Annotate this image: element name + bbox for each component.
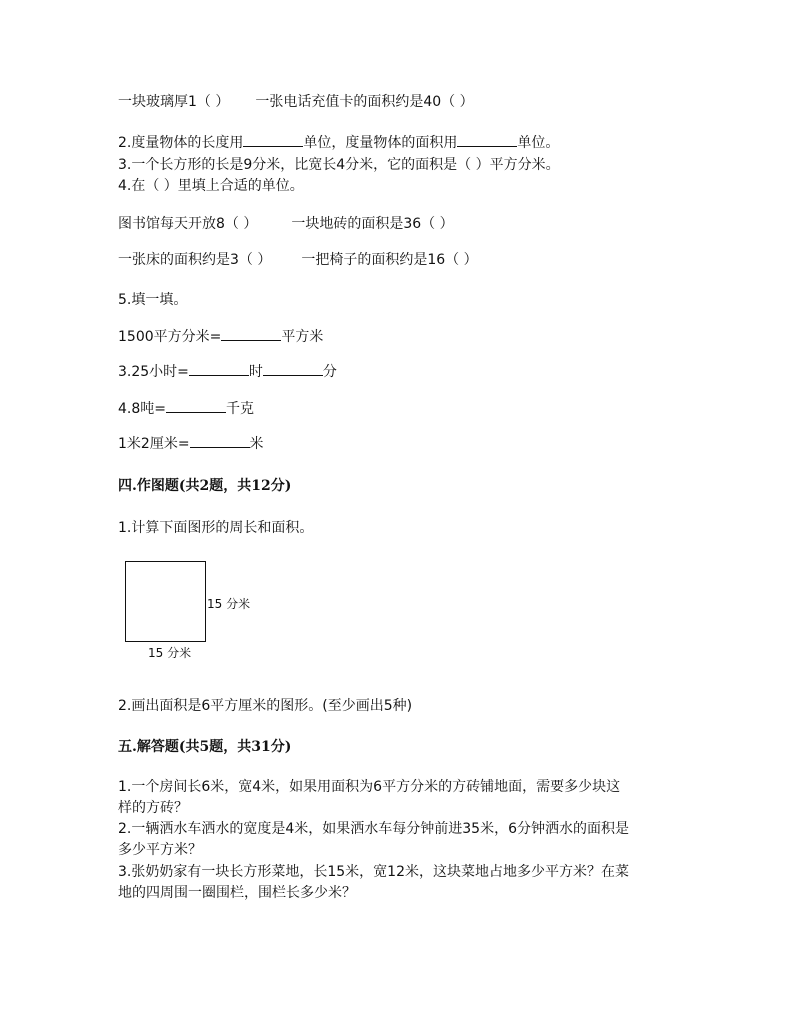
answer-blank[interactable] — [166, 398, 226, 413]
q4-row-2 — [118, 250, 478, 270]
question-2 — [118, 132, 559, 153]
section-5-heading: 五.解答题(共5题，共31分) — [118, 739, 292, 755]
q5-line-1 — [118, 326, 323, 347]
answer-blank[interactable] — [243, 132, 303, 147]
q5-l2-right: 分 — [322, 364, 337, 380]
q5-l4-left: 1米2厘米= — [118, 436, 190, 452]
q5-l3-right: 千克 — [226, 401, 254, 417]
q5-l4-right: 米 — [249, 436, 264, 452]
q2-text-3: 单位。 — [517, 135, 560, 151]
section-5-q2-line-1: 2.一辆洒水车洒水的宽度是4米，如果洒水车每分钟前进35米，6分钟洒水的面积是 — [118, 821, 629, 837]
section-5-q3-line-1: 3.张奶奶家有一块长方形菜地，长15米，宽12米，这块菜地占地多少平方米？在菜 — [118, 864, 629, 880]
section-4-q2: 2.画出面积是6平方厘米的图形。(至少画出5种) — [118, 698, 413, 714]
q4-item-bed: 一张床的面积约是3（ ） — [118, 252, 272, 268]
q5-l2-mid: 时 — [248, 364, 263, 380]
section-5-q1-line-2: 样的方砖？ — [118, 800, 188, 816]
answer-blank[interactable] — [263, 361, 323, 376]
section-5-q3-line-2: 地的四周围一圈围栏，围栏长多少米？ — [118, 885, 356, 901]
section-4-q1: 1.计算下面图形的周长和面积。 — [118, 520, 314, 536]
q5-l3-left: 4.8吨= — [118, 401, 166, 417]
unit-items-row — [118, 92, 474, 112]
q5-line-4 — [118, 433, 264, 454]
question-5: 5.填一填。 — [118, 292, 188, 308]
q5-l1-right: 平方米 — [281, 329, 324, 345]
section-5-q2-line-2: 多少平方米？ — [118, 842, 202, 858]
q4-item-chair: 一把椅子的面积约是16（ ） — [301, 252, 478, 268]
square-figure — [125, 561, 206, 642]
unit-item-glass: 一块玻璃厚1（ ） — [118, 94, 230, 110]
question-4: 4.在（ ）里填上合适的单位。 — [118, 178, 304, 194]
answer-blank[interactable] — [221, 326, 281, 341]
section-4-heading: 四.作图题(共2题，共12分) — [118, 478, 292, 494]
q4-item-library: 图书馆每天开放8（ ） — [118, 216, 258, 232]
question-3: 3.一个长方形的长是9分米，比宽长4分米，它的面积是（ ）平方分米。 — [118, 157, 560, 173]
section-5-q1-line-1: 1.一个房间长6米，宽4米，如果用面积为6平方分米的方砖铺地面，需要多少块这 — [118, 779, 621, 795]
figure-side-label: 15 分米 — [207, 597, 251, 611]
q2-text-1: 2.度量物体的长度用 — [118, 135, 244, 151]
q5-l2-left: 3.25小时= — [118, 364, 189, 380]
q4-item-tile: 一块地砖的面积是36（ ） — [291, 216, 454, 232]
answer-blank[interactable] — [457, 132, 517, 147]
q2-text-2: 单位，度量物体的面积用 — [303, 135, 458, 151]
q5-line-3 — [118, 398, 254, 419]
answer-blank[interactable] — [189, 361, 249, 376]
unit-item-card: 一张电话充值卡的面积约是40（ ） — [255, 94, 474, 110]
figure-bottom-label: 15 分米 — [148, 646, 192, 660]
answer-blank[interactable] — [190, 433, 250, 448]
q5-line-2 — [118, 361, 337, 382]
q5-l1-left: 1500平方分米= — [118, 329, 222, 345]
q4-row-1 — [118, 214, 454, 234]
